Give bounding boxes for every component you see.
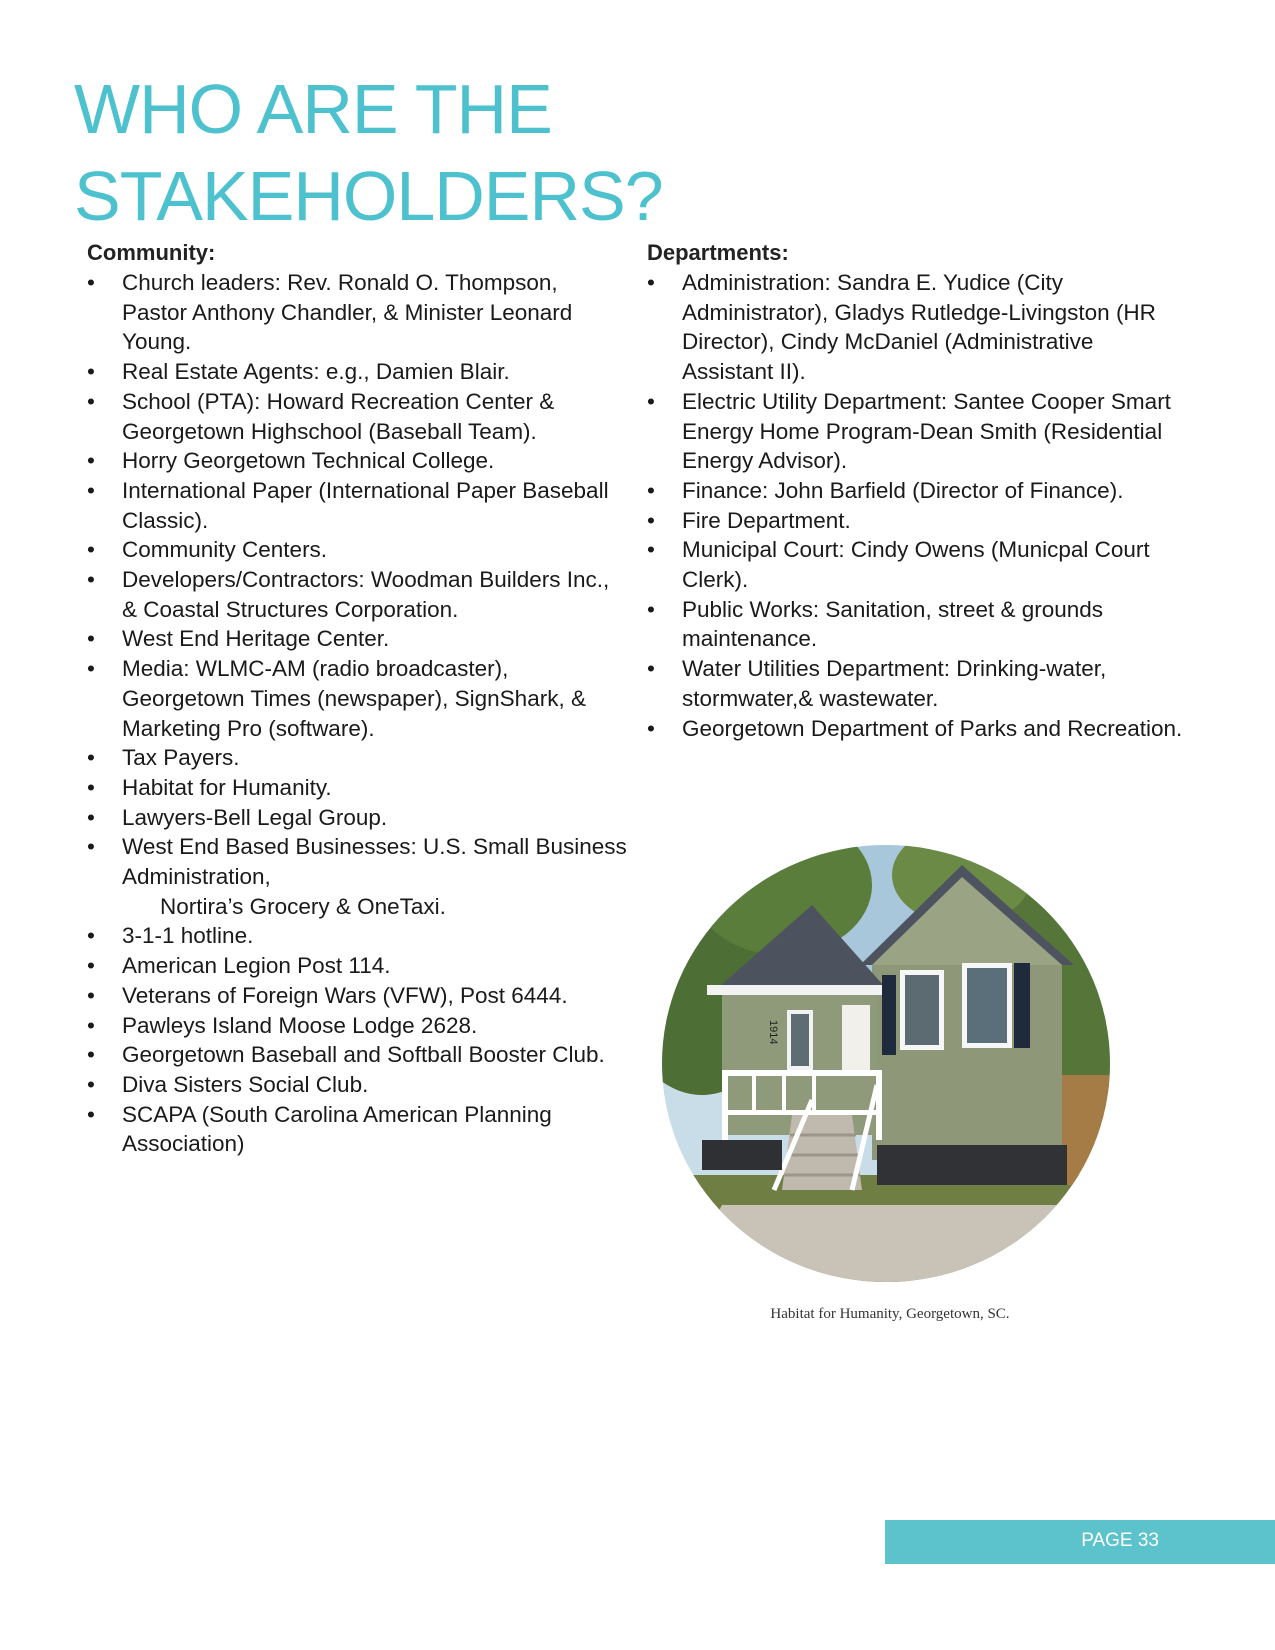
page-number: PAGE 33: [1081, 1530, 1159, 1551]
departments-heading: Departments:: [647, 240, 789, 265]
house-number: 1914: [767, 1020, 779, 1045]
photo-caption: Habitat for Humanity, Georgetown, SC.: [770, 1306, 1010, 1322]
department-item: • Georgetown Department of Parks and Recreation.: [647, 714, 1187, 744]
community-item: • Real Estate Agents: e.g., Damien Blair.: [87, 357, 627, 387]
community-item: • International Paper (International Paper Baseball Classic).: [87, 476, 627, 535]
community-item: • West End Heritage Center.: [87, 624, 627, 654]
community-item: • 3-1-1 hotline.: [87, 921, 627, 951]
community-item: • Horry Georgetown Technical College.: [87, 446, 627, 476]
page-number-tab: [885, 1520, 1275, 1564]
department-item: • Finance: John Barfield (Director of Finance).: [647, 476, 1187, 506]
departments-list: [647, 268, 1187, 743]
department-item: • Fire Department.: [647, 506, 1187, 536]
department-item: • Public Works: Sanitation, street & grounds maintenance.: [647, 595, 1187, 654]
community-list: [87, 268, 627, 1159]
departments-column: [647, 238, 1187, 743]
community-item: • Lawyers-Bell Legal Group.: [87, 803, 627, 833]
community-item: • Church leaders: Rev. Ronald O. Thompson, Pastor Anthony Chandler, & Minister Leonard Young.: [87, 268, 627, 357]
community-item: • Georgetown Baseball and Softball Booster Club.: [87, 1040, 627, 1070]
department-item: • Water Utilities Department: Drinking-water, stormwater,& wastewater.: [647, 654, 1187, 713]
community-item: • Habitat for Humanity.: [87, 773, 627, 803]
community-item: • School (PTA): Howard Recreation Center & Georgetown Highschool (Baseball Team).: [87, 387, 627, 446]
community-item: • SCAPA (South Carolina American Planning Association): [87, 1100, 627, 1159]
community-item: • Diva Sisters Social Club.: [87, 1070, 627, 1100]
community-item: • Pawleys Island Moose Lodge 2628.: [87, 1011, 627, 1041]
community-item-businesses: [87, 832, 627, 921]
community-item-text: West End Based Businesses: U.S. Small Business Administration,: [122, 834, 627, 890]
community-item: • Tax Payers.: [87, 743, 627, 773]
community-column: [87, 238, 627, 1159]
community-item: • American Legion Post 114.: [87, 951, 627, 981]
department-item: • Administration: Sandra E. Yudice (City Administrator), Gladys Rutledge-Livingston (HR Director), Cindy McDaniel (Administrative Assistant II).: [647, 268, 1187, 387]
page-title: [74, 66, 1174, 240]
department-item: • Municipal Court: Cindy Owens (Municpal Court Clerk).: [647, 535, 1187, 594]
page-title-line-1: WHO ARE THE: [74, 70, 552, 148]
house-photo: [662, 845, 1110, 1282]
community-heading: Community:: [87, 240, 216, 265]
community-item: • Developers/Contractors: Woodman Builders Inc., & Coastal Structures Corporation.: [87, 565, 627, 624]
department-item: • Electric Utility Department: Santee Cooper Smart Energy Home Program-Dean Smith (Residential Energy Advisor).: [647, 387, 1187, 476]
community-item: • Community Centers.: [87, 535, 627, 565]
community-item: • Media: WLMC-AM (radio broadcaster), Georgetown Times (newspaper), SignShark, & Marketing Pro (software).: [87, 654, 627, 743]
community-item-continuation: Nortira’s Grocery & OneTaxi.: [160, 893, 446, 919]
page-title-line-2: STAKEHOLDERS?: [74, 157, 663, 235]
community-item: • Veterans of Foreign Wars (VFW), Post 6444.: [87, 981, 627, 1011]
